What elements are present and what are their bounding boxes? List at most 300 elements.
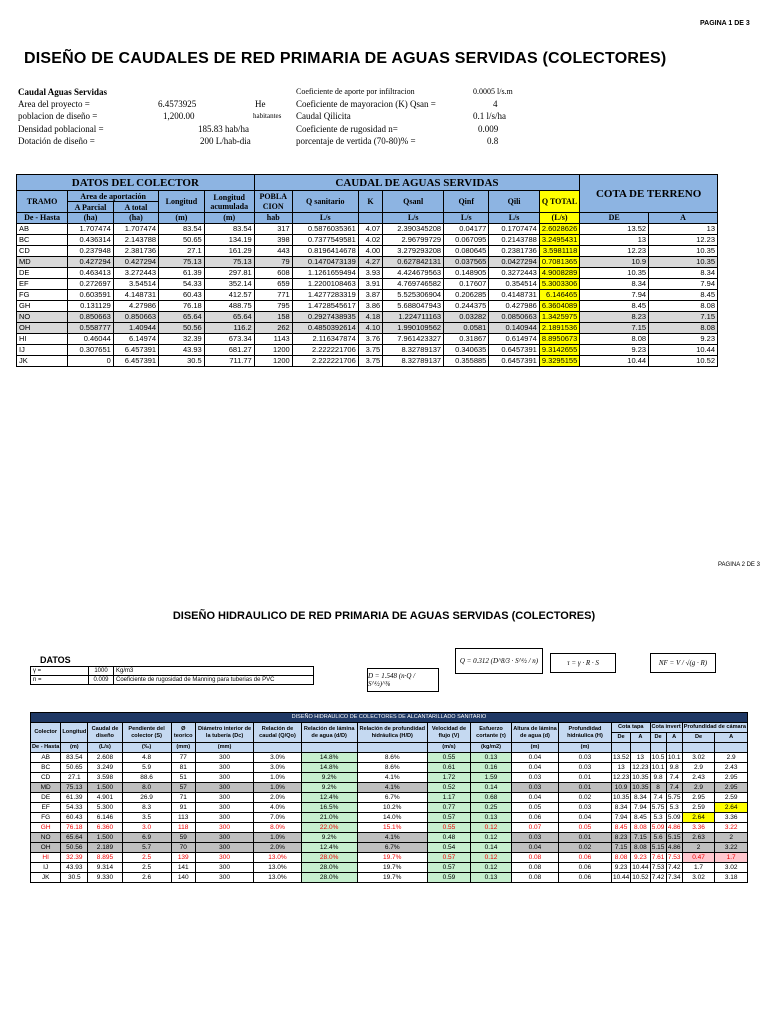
- data-cell: 398: [254, 235, 292, 246]
- data-cell: 2.390345208: [383, 224, 444, 235]
- data-cell: 771: [254, 290, 292, 301]
- param-label: Caudal Qilicita: [296, 111, 351, 121]
- data-cell: 2.222221706: [292, 356, 358, 367]
- data-cell: 10.35: [632, 774, 649, 781]
- data-cell: 30.5: [159, 356, 205, 367]
- data-cell: 10.35: [632, 784, 649, 791]
- data-cell: 65.64: [61, 833, 88, 843]
- data-cell: 5.7: [122, 843, 171, 853]
- data-cell: 13.0%: [254, 873, 302, 883]
- formula-froude: [650, 653, 716, 673]
- col-header: Caudal de diseño: [88, 723, 122, 743]
- data-cell: 0.067095: [444, 235, 489, 246]
- data-cell: 21.0%: [301, 813, 357, 823]
- data-cell: 0.148905: [444, 268, 489, 279]
- data-cell: 10.1: [651, 764, 665, 771]
- tramo-cell: HI: [17, 334, 68, 345]
- data-cell: 0.68: [471, 793, 512, 803]
- hidraulico-table: [30, 712, 748, 883]
- data-cell: 0.0581: [444, 323, 489, 334]
- data-cell: 300: [195, 783, 253, 793]
- data-cell: 4.148731: [113, 290, 158, 301]
- data-cell: 5.75: [651, 804, 665, 811]
- col-header: Longitud: [61, 723, 88, 743]
- table-row: [17, 334, 718, 345]
- data-cell: 6.14974: [113, 334, 158, 345]
- data-cell: 4.27: [358, 257, 382, 268]
- data-cell: 70: [171, 843, 195, 853]
- datos-symbol: n =: [31, 676, 89, 685]
- data-cell: 57: [171, 783, 195, 793]
- data-cell: 8.08: [631, 843, 650, 853]
- data-cell: 2.222221706: [292, 345, 358, 356]
- data-cell: 300: [195, 773, 253, 783]
- data-cell: 0.244375: [444, 301, 489, 312]
- data-cell: 141: [171, 863, 195, 873]
- param-value: 0.1 l/s/ha: [473, 111, 506, 121]
- data-cell: 7.4: [650, 793, 666, 803]
- col-header: Longitud acumulada: [204, 191, 254, 213]
- data-cell: 1200: [254, 356, 292, 367]
- data-cell: 5.3: [666, 803, 682, 813]
- tramo-cell: NO: [17, 312, 68, 323]
- data-cell: 0.340635: [444, 345, 489, 356]
- data-cell: 0.06: [558, 873, 611, 883]
- page-number: PAGINA 1 DE 3: [700, 20, 750, 27]
- data-cell: 10.35: [580, 268, 649, 279]
- data-cell: 10.52: [649, 356, 718, 367]
- table-row: [17, 235, 718, 246]
- data-cell: 3.91: [358, 279, 382, 290]
- data-cell: 1.224711163: [383, 312, 444, 323]
- data-cell: 88.6: [122, 773, 171, 783]
- data-cell: 0.03: [512, 773, 559, 783]
- data-cell: 0.4850392614: [292, 323, 358, 334]
- data-cell: 7.94: [631, 803, 650, 813]
- unit-cell: A: [649, 213, 718, 224]
- data-cell: 3.87: [358, 290, 382, 301]
- data-cell: 2.59: [715, 793, 748, 803]
- data-cell: 0.140944: [489, 323, 539, 334]
- datos-label: DATOS: [40, 655, 71, 665]
- formula-caudal: [455, 648, 543, 674]
- data-cell: 297.81: [204, 268, 254, 279]
- data-cell: 10.9: [611, 783, 630, 793]
- col-header: Qinf: [444, 191, 489, 213]
- data-cell: 1.72: [427, 773, 470, 783]
- data-cell: 61.39: [61, 793, 88, 803]
- subheader-a: A: [631, 733, 650, 743]
- data-cell: 8.3: [122, 803, 171, 813]
- data-cell: 10.52: [632, 874, 649, 881]
- data-cell: 0.307651: [68, 345, 114, 356]
- data-cell: 5.9: [122, 763, 171, 773]
- data-cell: 3.5981118: [539, 246, 579, 257]
- data-cell: 300: [195, 813, 253, 823]
- data-cell: 139: [171, 853, 195, 863]
- data-cell: 3.54514: [113, 279, 158, 290]
- data-cell: 1143: [254, 334, 292, 345]
- data-cell: 2.5: [122, 863, 171, 873]
- data-cell: 0.13: [471, 813, 512, 823]
- data-cell: 158: [254, 312, 292, 323]
- data-cell: 0.47: [682, 853, 715, 863]
- data-cell: 0.14: [471, 843, 512, 853]
- data-cell: 5.15: [651, 844, 665, 851]
- data-cell: 7.94: [649, 279, 718, 290]
- data-cell: 12.23: [649, 235, 718, 246]
- data-cell: 9.2%: [301, 833, 357, 843]
- data-cell: 2.116347874: [292, 334, 358, 345]
- data-cell: 1.0%: [254, 773, 302, 783]
- data-cell: 0.427294: [113, 257, 158, 268]
- data-cell: 9.23: [631, 853, 650, 863]
- data-cell: 8.34: [580, 279, 649, 290]
- data-cell: 10.1: [667, 754, 681, 761]
- data-cell: 6.9: [122, 833, 171, 843]
- data-cell: 3.36: [682, 823, 715, 833]
- data-cell: 10.44: [632, 864, 649, 871]
- data-cell: 0.427294: [68, 257, 114, 268]
- data-cell: 0.6457391: [489, 356, 539, 367]
- data-cell: 7.53: [667, 854, 681, 861]
- unit-cell: L/s: [292, 213, 358, 224]
- data-cell: 0.08: [512, 873, 559, 883]
- data-cell: 116.2: [204, 323, 254, 334]
- data-cell: 9.2%: [301, 773, 357, 783]
- data-cell: 0.7377549581: [292, 235, 358, 246]
- data-cell: 9.3142655: [539, 345, 579, 356]
- table-title: DISEÑO HIDRAULICO DE COLECTORES DE ALCANTARILLADO SANITARIO: [31, 713, 748, 723]
- data-cell: 7.94: [580, 290, 649, 301]
- data-cell: 8.45: [580, 301, 649, 312]
- data-cell: 5.15: [667, 834, 681, 841]
- data-cell: 0.2143788: [489, 235, 539, 246]
- col-header: POBLA CION: [254, 191, 292, 213]
- data-cell: 8.32789137: [383, 345, 444, 356]
- tramo-cell: AB: [17, 224, 68, 235]
- unit-cell: [301, 743, 357, 753]
- unit-cell: De - Hasta: [17, 213, 68, 224]
- data-cell: 7.15: [580, 323, 649, 334]
- data-cell: 7.0%: [254, 813, 302, 823]
- table-row: [31, 773, 748, 783]
- data-cell: 3.249: [88, 763, 122, 773]
- tramo-cell: OH: [17, 323, 68, 334]
- data-cell: 1.0%: [254, 833, 302, 843]
- data-cell: 5.3: [650, 813, 666, 823]
- data-cell: 2.5: [122, 853, 171, 863]
- unit-cell: [611, 743, 630, 753]
- data-cell: 5.09: [667, 814, 681, 821]
- data-cell: 83.54: [204, 224, 254, 235]
- table-row: [17, 312, 718, 323]
- data-cell: 12.4%: [301, 793, 357, 803]
- data-cell: 0.12: [471, 853, 512, 863]
- data-cell: 0.627842131: [383, 257, 444, 268]
- data-cell: 8: [650, 783, 666, 793]
- data-cell: 7.53: [651, 864, 665, 871]
- data-cell: 65.64: [159, 312, 205, 323]
- data-cell: 8.08: [611, 853, 630, 863]
- data-cell: 13.52: [612, 754, 630, 761]
- cota-tapa-header: Cota tapa: [611, 723, 650, 733]
- data-cell: 0.5876035361: [292, 224, 358, 235]
- table-row: [31, 823, 748, 833]
- col-header: Colector: [31, 723, 61, 743]
- formula-text: τ = γ · R · S: [567, 659, 599, 667]
- data-cell: 8.08: [649, 301, 718, 312]
- data-cell: 1.1261659494: [292, 268, 358, 279]
- data-cell: 7.61: [651, 854, 665, 861]
- data-cell: 0.59: [427, 873, 470, 883]
- data-cell: 0.6457391: [489, 345, 539, 356]
- data-cell: 2.6: [122, 873, 171, 883]
- data-cell: 0.52: [427, 783, 470, 793]
- data-cell: 8.34: [611, 803, 630, 813]
- col-header: Qsanl: [383, 191, 444, 213]
- data-cell: 0.55: [427, 823, 470, 833]
- data-cell: 300: [195, 853, 253, 863]
- data-cell: 8.08: [649, 323, 718, 334]
- param-label: poblacion de diseño =: [18, 111, 98, 121]
- data-cell: 9.3295155: [539, 356, 579, 367]
- col-header: Longitud: [159, 191, 205, 213]
- data-cell: 13: [631, 753, 650, 763]
- data-cell: 0.850663: [113, 312, 158, 323]
- data-cell: 83.54: [61, 753, 88, 763]
- tramo-cell: JK: [17, 356, 68, 367]
- data-cell: 7.15: [649, 312, 718, 323]
- datos-value: 0.009: [89, 676, 114, 685]
- data-cell: 79: [254, 257, 292, 268]
- data-cell: 7.4: [666, 783, 682, 793]
- data-cell: 3.5: [122, 813, 171, 823]
- data-cell: 4.18: [358, 312, 382, 323]
- datos-symbol: γ =: [31, 667, 89, 676]
- col-header: Relación de caudal (Q/Qo): [254, 723, 302, 743]
- data-cell: 3.279293208: [383, 246, 444, 257]
- data-cell: 4.10: [358, 323, 382, 334]
- param-unit: habitantes: [253, 112, 282, 120]
- table-row: [17, 279, 718, 290]
- data-cell: 0.2927438935: [292, 312, 358, 323]
- data-cell: 1.17: [427, 793, 470, 803]
- unit-cell: (ha): [113, 213, 158, 224]
- caudales-table: [16, 174, 718, 367]
- data-cell: 0.1470473139: [292, 257, 358, 268]
- data-cell: 9.23: [580, 345, 649, 356]
- data-cell: 0.25: [471, 803, 512, 813]
- data-cell: 19.7%: [357, 863, 427, 873]
- data-cell: 8.45: [631, 813, 650, 823]
- data-cell: 50.65: [61, 763, 88, 773]
- param-label: Dotación de diseño =: [18, 136, 95, 146]
- colector-cell: HI: [31, 853, 61, 863]
- data-cell: 3.86: [358, 301, 382, 312]
- colector-cell: FG: [31, 813, 61, 823]
- data-cell: 13: [611, 763, 630, 773]
- data-cell: 3.93: [358, 268, 382, 279]
- col-header-qtotal: Q TOTAL: [539, 191, 579, 213]
- tramo-cell: FG: [17, 290, 68, 301]
- data-cell: 54.33: [61, 803, 88, 813]
- data-cell: 300: [195, 753, 253, 763]
- data-cell: 4.901: [88, 793, 122, 803]
- data-cell: 14.0%: [357, 813, 427, 823]
- table-row: [17, 356, 718, 367]
- data-cell: 0: [68, 356, 114, 367]
- data-cell: 711.77: [204, 356, 254, 367]
- profundidad-header: Profundidad de cámara: [682, 723, 747, 733]
- unit-cell: [357, 743, 427, 753]
- data-cell: 0.03: [558, 803, 611, 813]
- data-cell: 28.0%: [301, 873, 357, 883]
- unit-cell: (m): [159, 213, 205, 224]
- col-header: K: [358, 191, 382, 213]
- unit-cell: (kg/m2): [471, 743, 512, 753]
- group-header: COTA DE TERRENO: [580, 175, 718, 213]
- col-header: A total: [113, 202, 158, 213]
- unit-cell: DE: [580, 213, 649, 224]
- col-header: Q sanitario: [292, 191, 358, 213]
- data-cell: 0.57: [427, 813, 470, 823]
- table-row: [31, 753, 748, 763]
- data-cell: 28.0%: [301, 863, 357, 873]
- col-header: Velocidad de flujo (V): [427, 723, 470, 743]
- data-cell: 8.34: [631, 793, 650, 803]
- data-cell: 0.603591: [68, 290, 114, 301]
- data-cell: 0.12: [471, 823, 512, 833]
- param-value: 1,200.00: [163, 111, 195, 121]
- data-cell: 7.15: [611, 843, 630, 853]
- table-row: [17, 246, 718, 257]
- col-header: Area de aportación: [68, 191, 159, 202]
- data-cell: 0.2381736: [489, 246, 539, 257]
- data-cell: 8.45: [649, 290, 718, 301]
- data-cell: 8.45: [611, 823, 630, 833]
- data-cell: 0.01: [558, 783, 611, 793]
- data-cell: 7.4: [666, 773, 682, 783]
- data-cell: 2.63: [682, 833, 715, 843]
- data-cell: 2.0%: [254, 843, 302, 853]
- unit-cell: [650, 743, 666, 753]
- subheader-de: De: [682, 733, 715, 743]
- data-cell: 352.14: [204, 279, 254, 290]
- data-cell: 1.500: [88, 783, 122, 793]
- data-cell: 2: [715, 833, 748, 843]
- table-row: [17, 257, 718, 268]
- data-cell: 0.05: [558, 823, 611, 833]
- data-cell: 7.42: [667, 864, 681, 871]
- data-cell: 2.43: [682, 773, 715, 783]
- data-cell: 3.02: [682, 873, 715, 883]
- data-cell: 0.03: [512, 833, 559, 843]
- data-cell: 27.1: [61, 773, 88, 783]
- data-cell: 8.895: [88, 853, 122, 863]
- data-cell: 2.381736: [113, 246, 158, 257]
- data-cell: 1.707474: [113, 224, 158, 235]
- tramo-cell: MD: [17, 257, 68, 268]
- data-cell: 0.7081365: [539, 257, 579, 268]
- data-cell: 0.272697: [68, 279, 114, 290]
- data-cell: 10.44: [580, 356, 649, 367]
- data-cell: 0.55: [427, 753, 470, 763]
- data-cell: 0.1707474: [489, 224, 539, 235]
- data-cell: 5.09: [651, 824, 665, 831]
- datos-table: [30, 666, 314, 685]
- table-row: [31, 873, 748, 883]
- data-cell: 300: [195, 843, 253, 853]
- param-label: Coeficiente de aporte por infiltracion: [296, 87, 415, 96]
- table-row: [31, 793, 748, 803]
- table-row: [31, 853, 748, 863]
- data-cell: 4.27986: [113, 301, 158, 312]
- unit-cell: L/s: [383, 213, 444, 224]
- data-cell: 10.44: [649, 345, 718, 356]
- data-cell: 2.1891536: [539, 323, 579, 334]
- data-cell: 5.525306904: [383, 290, 444, 301]
- data-cell: 54.33: [159, 279, 205, 290]
- data-cell: 10.35: [649, 246, 718, 257]
- formula-diameter: [367, 668, 439, 692]
- table-row: [17, 323, 718, 334]
- data-cell: 65.64: [204, 312, 254, 323]
- data-cell: 4.9008289: [539, 268, 579, 279]
- formula-text: Q = 0.312 (D^8/3 · S^½ / n): [459, 657, 539, 665]
- data-cell: 0.04: [512, 753, 559, 763]
- data-cell: 673.34: [204, 334, 254, 345]
- data-cell: 1.59: [471, 773, 512, 783]
- data-cell: 0.0427294: [489, 257, 539, 268]
- col-header: Relación de profundidad hidráulica (H/D): [357, 723, 427, 743]
- data-cell: 3.2495431: [539, 235, 579, 246]
- col-header: A Parcial: [68, 202, 114, 213]
- data-cell: 1.7: [682, 863, 715, 873]
- data-cell: 0.4148731: [489, 290, 539, 301]
- data-cell: 4.0%: [254, 803, 302, 813]
- table-row: [17, 268, 718, 279]
- tramo-cell: IJ: [17, 345, 68, 356]
- unit-cell: [254, 743, 302, 753]
- data-cell: 4.769746582: [383, 279, 444, 290]
- colector-cell: GH: [31, 823, 61, 833]
- data-cell: 8.6%: [357, 753, 427, 763]
- table-row: [17, 290, 718, 301]
- data-cell: 7.94: [611, 813, 630, 823]
- col-header: Esfuerzo cortante (τ): [471, 723, 512, 743]
- param-label: Coeficiente de mayoracion (K) Qsan =: [296, 99, 436, 109]
- data-cell: 9.8: [666, 763, 682, 773]
- data-cell: 1.40944: [113, 323, 158, 334]
- table-row: [31, 813, 748, 823]
- data-cell: 2.95: [682, 793, 715, 803]
- data-cell: 10.9: [580, 257, 649, 268]
- data-cell: 9.23: [611, 863, 630, 873]
- data-cell: 4.00: [358, 246, 382, 257]
- col-header: Diámetro interior de la tubería (Dc): [195, 723, 253, 743]
- data-cell: 50.56: [61, 843, 88, 853]
- data-cell: 6.146: [88, 813, 122, 823]
- data-cell: 0.03: [558, 753, 611, 763]
- data-cell: 32.39: [159, 334, 205, 345]
- data-cell: 0.12: [471, 833, 512, 843]
- data-cell: 7.42: [651, 874, 665, 881]
- data-cell: 140: [171, 873, 195, 883]
- table-row: [17, 345, 718, 356]
- table-row: [31, 803, 748, 813]
- colector-cell: AB: [31, 753, 61, 763]
